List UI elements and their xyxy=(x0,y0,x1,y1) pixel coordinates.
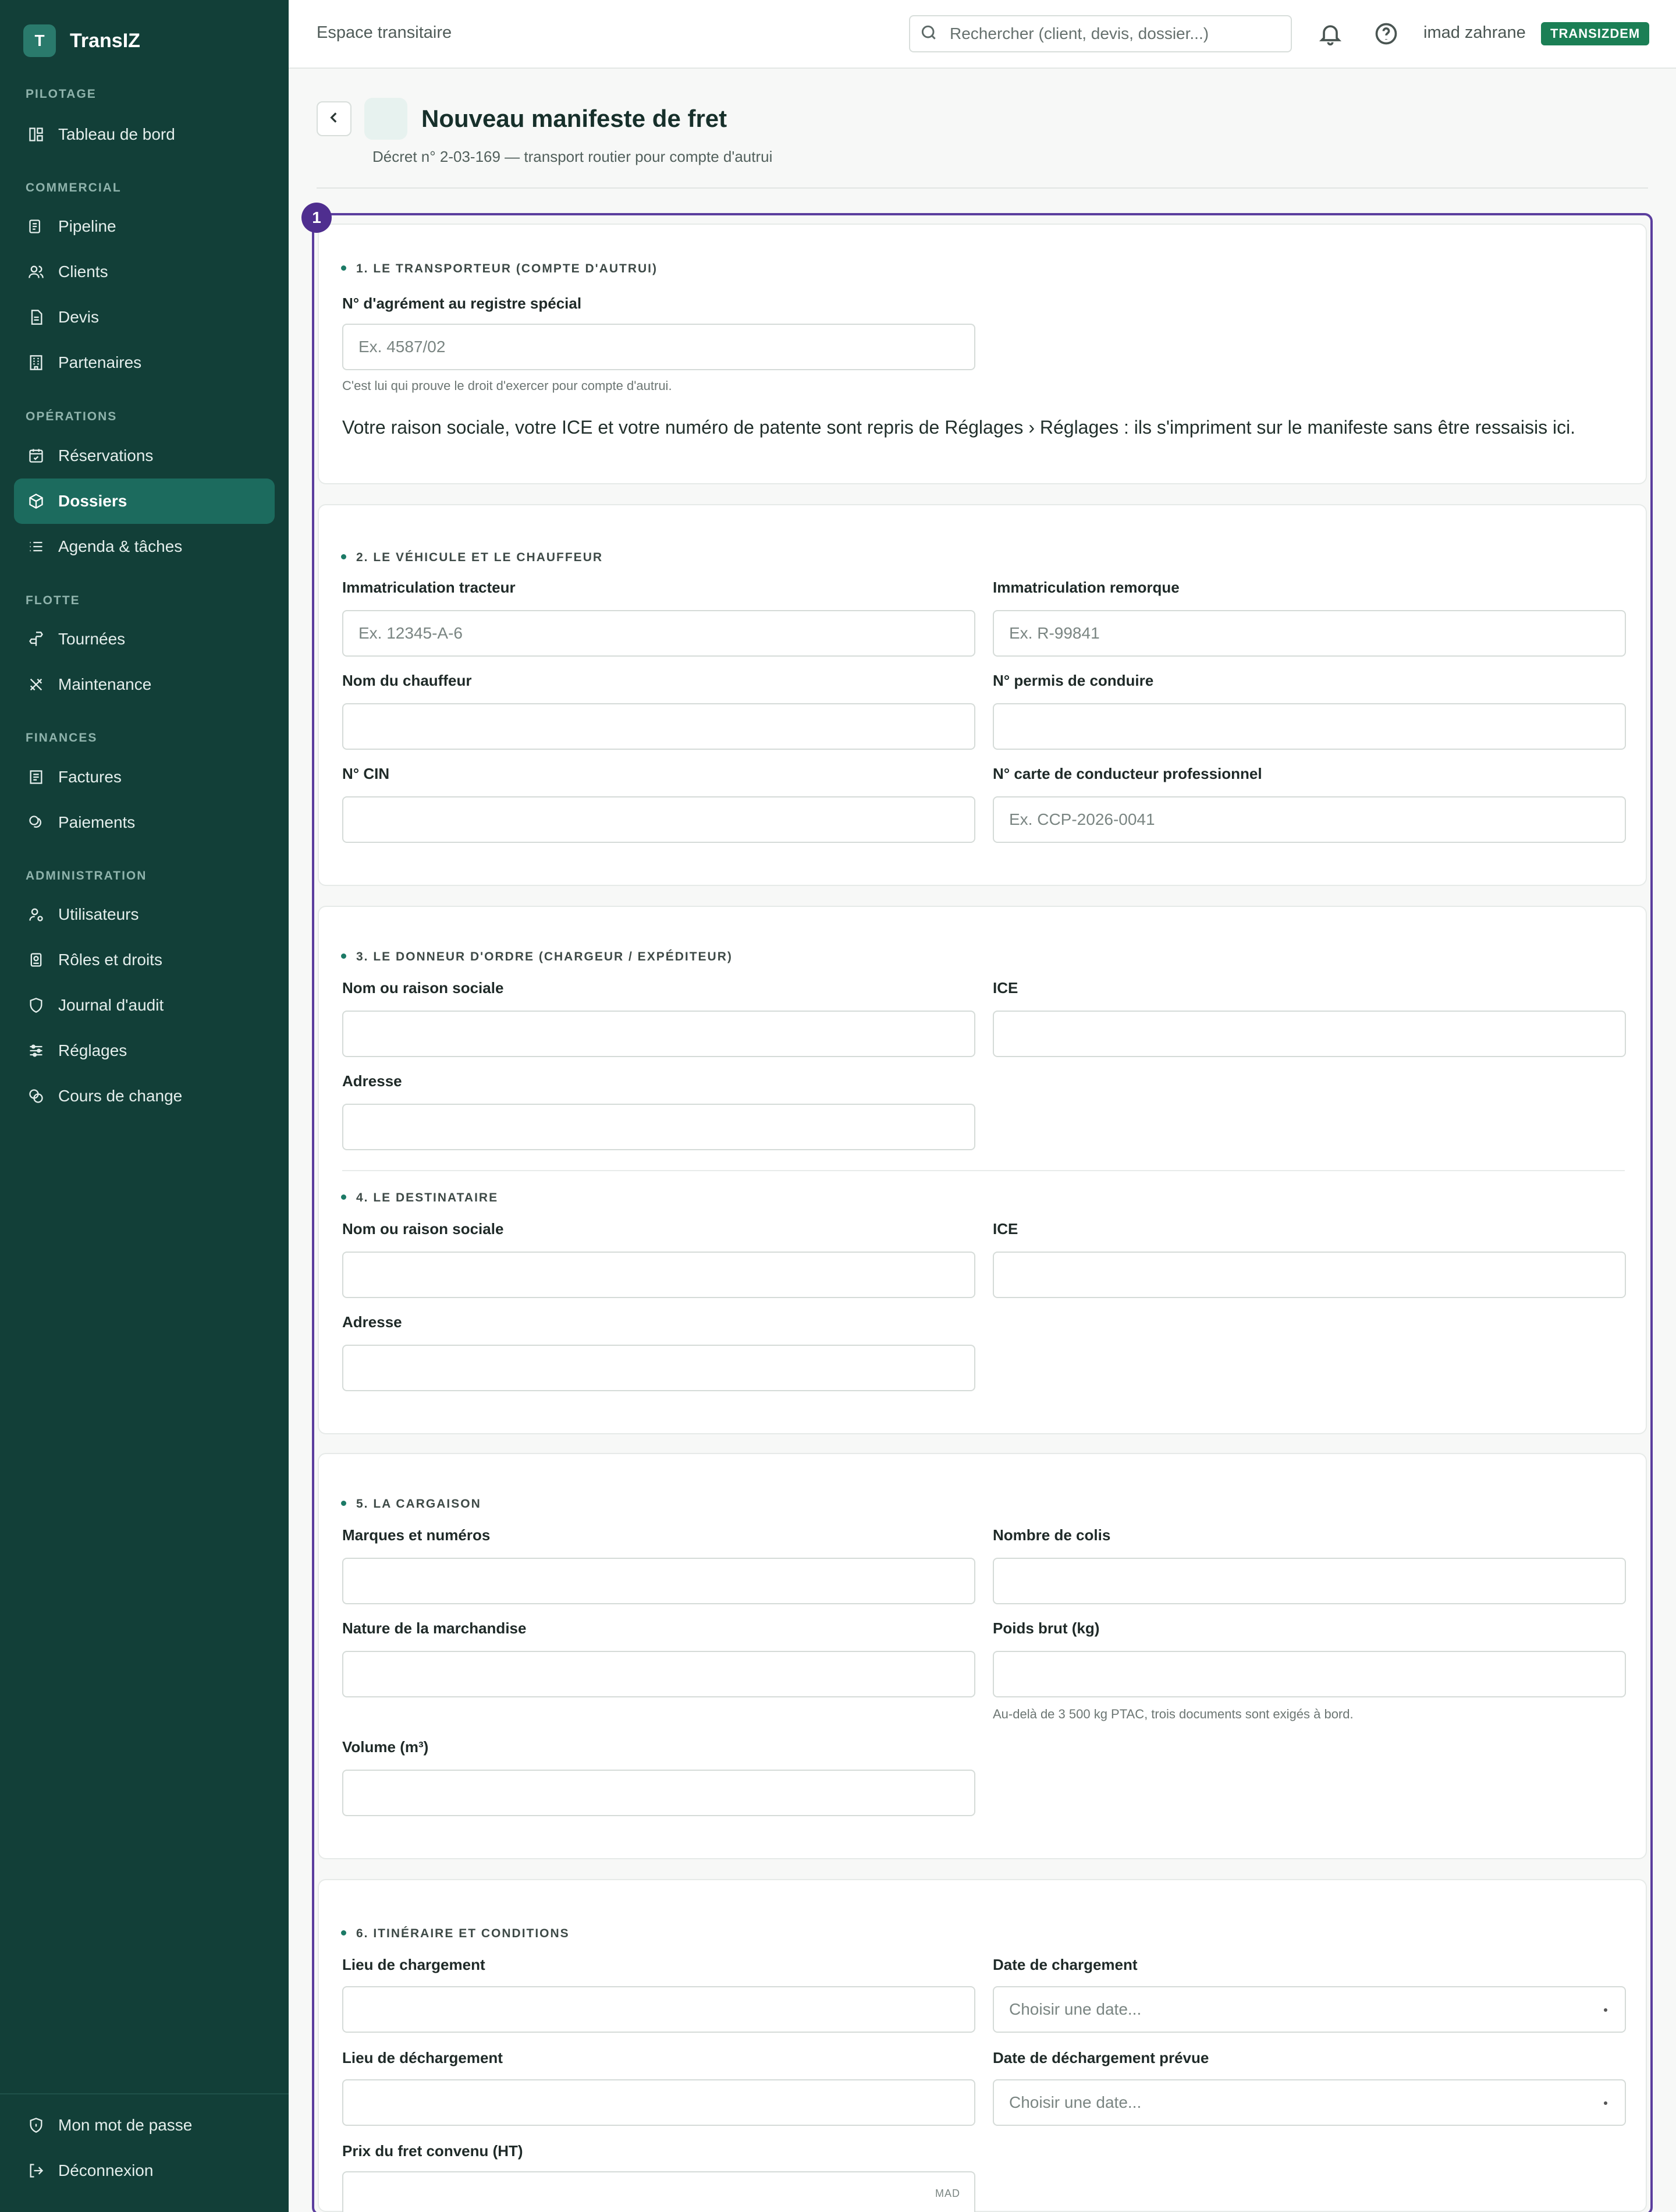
sidebar-item-label: Partenaires xyxy=(58,353,142,371)
date-chargement-label: Date de chargement xyxy=(993,1956,1138,1973)
help-icon[interactable] xyxy=(1373,21,1399,47)
brand-logo: T xyxy=(23,24,56,57)
section-title: 4. LE DESTINATAIRE xyxy=(342,1191,498,1205)
section-itineraire xyxy=(318,1879,1647,2212)
sidebar-item-maintenance[interactable] xyxy=(14,662,275,707)
poids-label: Poids brut (kg) xyxy=(993,1619,1100,1637)
sidebar-item-tournees[interactable] xyxy=(14,616,275,662)
date-chargement-picker[interactable] xyxy=(993,1986,1626,2033)
donneur-adresse-label: Adresse xyxy=(342,1072,402,1090)
nav-section-finances: FINANCES xyxy=(26,731,98,745)
search-placeholder: Rechercher (client, devis, dossier...) xyxy=(950,24,1209,42)
chauffeur-input[interactable] xyxy=(342,703,975,750)
badge-icon xyxy=(27,951,45,969)
carte-label: N° carte de conducteur professionnel xyxy=(993,765,1262,782)
lieu-dechargement-label: Lieu de déchargement xyxy=(342,2049,503,2066)
section-title: 5. LA CARGAISON xyxy=(342,1497,481,1511)
sidebar-item-reservations[interactable] xyxy=(14,433,275,478)
header-divider xyxy=(317,187,1648,189)
date-placeholder: Choisir une date... xyxy=(1009,2093,1142,2111)
pipeline-icon xyxy=(27,217,45,236)
destinataire-ice-input[interactable] xyxy=(993,1252,1626,1298)
shield-lock-icon xyxy=(27,2116,45,2135)
remorque-label: Immatriculation remorque xyxy=(993,579,1180,596)
nature-input[interactable] xyxy=(342,1651,975,1697)
lieu-chargement-input[interactable] xyxy=(342,1986,975,2033)
wrench-icon xyxy=(27,675,45,694)
agrement-input[interactable]: Ex. 4587/02 xyxy=(342,324,975,370)
route-icon xyxy=(27,630,45,648)
company-info-note: Votre raison sociale, votre ICE et votre numéro de patente sont repris de Réglages › Réglages : ils s'impriment sur le manifeste sans être ressaisis ici. xyxy=(342,417,1576,438)
topbar xyxy=(289,0,1676,69)
sidebar-item-label: Rôles et droits xyxy=(58,951,162,969)
sidebar-item-paiements[interactable] xyxy=(14,800,275,845)
chevron-left-icon xyxy=(326,110,342,128)
date-placeholder: Choisir une date... xyxy=(1009,2000,1142,2018)
carte-input[interactable]: Ex. CCP-2026-0041 xyxy=(993,796,1626,843)
marques-input[interactable] xyxy=(342,1558,975,1604)
bell-icon[interactable] xyxy=(1318,21,1343,47)
nav-section-flotte: FLOTTE xyxy=(26,594,80,607)
sidebar-item-label: Paiements xyxy=(58,813,136,831)
sidebar-item-label: Factures xyxy=(58,768,122,786)
user-menu[interactable]: imad zahrane xyxy=(1423,23,1526,42)
sidebar-item-label: Déconnexion xyxy=(58,2161,154,2179)
destinataire-nom-label: Nom ou raison sociale xyxy=(342,1220,504,1238)
document-icon xyxy=(27,308,45,327)
nav-section-commercial: COMMERCIAL xyxy=(26,181,122,194)
poids-help: Au-delà de 3 500 kg PTAC, trois documents sont exigés à bord. xyxy=(993,1707,1354,1721)
sidebar-item-label: Mon mot de passe xyxy=(58,2116,193,2134)
shield-icon xyxy=(27,996,45,1015)
sidebar-item-factures[interactable] xyxy=(14,754,275,800)
tracteur-label: Immatriculation tracteur xyxy=(342,579,516,596)
search-input[interactable] xyxy=(909,15,1292,52)
step-badge: 1 xyxy=(301,203,332,233)
section-transporteur xyxy=(318,224,1647,484)
sidebar-item-label: Tournées xyxy=(58,630,126,648)
page-subtitle: Décret n° 2-03-169 — transport routier pour compte d'autrui xyxy=(372,148,773,165)
sidebar-item-label: Agenda & tâches xyxy=(58,537,183,555)
sidebar-divider xyxy=(0,2093,289,2094)
section-cargaison xyxy=(318,1453,1647,1859)
section-vehicule xyxy=(318,504,1647,886)
tenant-badge: TRANSIZDEM xyxy=(1541,22,1649,45)
search-icon xyxy=(919,23,938,45)
chevron-down-icon xyxy=(1604,2101,1607,2105)
sidebar-item-label: Devis xyxy=(58,308,100,326)
poids-input[interactable] xyxy=(993,1651,1626,1697)
sidebar-item-label: Dossiers xyxy=(58,492,127,510)
sidebar-item-pipeline[interactable] xyxy=(14,204,275,249)
back-button[interactable] xyxy=(317,101,351,136)
nav-section-administration: ADMINISTRATION xyxy=(26,869,147,882)
prix-input[interactable] xyxy=(342,2171,975,2212)
box-icon xyxy=(27,492,45,511)
sidebar-item-label: Tableau de bord xyxy=(58,125,175,143)
page-icon xyxy=(364,98,407,140)
sidebar-item-label: Journal d'audit xyxy=(58,996,164,1014)
colis-input[interactable] xyxy=(993,1558,1626,1604)
section-title: 1. LE TRANSPORTEUR (COMPTE D'AUTRUI) xyxy=(342,262,658,276)
sidebar-item-reglages[interactable] xyxy=(14,1028,275,1073)
sidebar xyxy=(0,0,289,2212)
sidebar-item-mot-de-passe[interactable] xyxy=(14,2103,275,2148)
section-title: 3. LE DONNEUR D'ORDRE (CHARGEUR / EXPÉDITEUR) xyxy=(342,950,733,964)
donneur-ice-input[interactable] xyxy=(993,1011,1626,1057)
donneur-nom-label: Nom ou raison sociale xyxy=(342,979,504,997)
logout-icon xyxy=(27,2161,45,2180)
donneur-adresse-input[interactable] xyxy=(342,1104,975,1150)
section-title: 6. ITINÉRAIRE ET CONDITIONS xyxy=(342,1927,570,1941)
sidebar-item-roles[interactable] xyxy=(14,937,275,983)
destinataire-adresse-input[interactable] xyxy=(342,1345,975,1391)
list-icon xyxy=(27,537,45,556)
dashboard-icon xyxy=(27,125,45,144)
sidebar-item-deconnexion[interactable] xyxy=(14,2148,275,2193)
tracteur-input[interactable]: Ex. 12345-A-6 xyxy=(342,610,975,657)
lieu-chargement-label: Lieu de chargement xyxy=(342,1956,485,1973)
sidebar-item-dossiers[interactable] xyxy=(14,478,275,524)
sliders-icon xyxy=(27,1041,45,1060)
prix-label: Prix du fret convenu (HT) xyxy=(342,2142,523,2160)
brand[interactable] xyxy=(23,24,140,57)
date-dechargement-label: Date de déchargement prévue xyxy=(993,2049,1209,2066)
cin-label: N° CIN xyxy=(342,765,390,782)
colis-label: Nombre de colis xyxy=(993,1526,1111,1544)
section-parties xyxy=(318,906,1647,1434)
page-title: Nouveau manifeste de fret xyxy=(421,105,727,132)
user-cog-icon xyxy=(27,905,45,924)
sidebar-item-tableau-de-bord[interactable] xyxy=(14,112,275,157)
brand-name: TransIZ xyxy=(70,29,140,52)
agrement-label: N° d'agrément au registre spécial xyxy=(342,295,582,312)
date-dechargement-picker[interactable] xyxy=(993,2079,1626,2126)
sidebar-item-partenaires[interactable] xyxy=(14,340,275,385)
sidebar-item-label: Réglages xyxy=(58,1041,127,1059)
sidebar-item-utilisateurs[interactable] xyxy=(14,892,275,937)
chevron-down-icon xyxy=(1604,2008,1607,2012)
workspace-title: Espace transitaire xyxy=(317,23,452,42)
sidebar-item-label: Maintenance xyxy=(58,675,152,693)
nav-section-operations: OPÉRATIONS xyxy=(26,410,118,423)
permis-input[interactable] xyxy=(993,703,1626,750)
sidebar-item-label: Pipeline xyxy=(58,217,116,235)
sidebar-item-label: Cours de change xyxy=(58,1087,183,1105)
destinataire-ice-label: ICE xyxy=(993,1220,1018,1238)
calendar-check-icon xyxy=(27,446,45,465)
destinataire-adresse-label: Adresse xyxy=(342,1313,402,1331)
donneur-ice-label: ICE xyxy=(993,979,1018,997)
nature-label: Nature de la marchandise xyxy=(342,1619,527,1637)
sidebar-item-label: Clients xyxy=(58,263,108,281)
destinataire-nom-input[interactable] xyxy=(342,1252,975,1298)
sidebar-item-devis[interactable] xyxy=(14,295,275,340)
marques-label: Marques et numéros xyxy=(342,1526,491,1544)
sidebar-item-journal-audit[interactable] xyxy=(14,983,275,1028)
section-divider xyxy=(342,1170,1625,1171)
building-icon xyxy=(27,353,45,372)
receipt-icon xyxy=(27,768,45,786)
currency-unit: MAD xyxy=(935,2188,960,2199)
donneur-nom-input[interactable] xyxy=(342,1011,975,1057)
chauffeur-label: Nom du chauffeur xyxy=(342,672,472,689)
permis-label: N° permis de conduire xyxy=(993,672,1154,689)
agrement-help: C'est lui qui prouve le droit d'exercer pour compte d'autrui. xyxy=(342,378,672,393)
lieu-dechargement-input[interactable] xyxy=(342,2079,975,2126)
sidebar-item-clients[interactable] xyxy=(14,249,275,295)
exchange-icon xyxy=(27,1087,45,1105)
section-title: 2. LE VÉHICULE ET LE CHAUFFEUR xyxy=(342,551,603,565)
volume-input[interactable] xyxy=(342,1770,975,1816)
sidebar-item-label: Réservations xyxy=(58,446,154,465)
nav-section-pilotage: PILOTAGE xyxy=(26,87,97,101)
sidebar-item-label: Utilisateurs xyxy=(58,905,139,923)
volume-label: Volume (m³) xyxy=(342,1738,429,1756)
coins-icon xyxy=(27,813,45,832)
cin-input[interactable] xyxy=(342,796,975,843)
users-icon xyxy=(27,263,45,281)
sidebar-item-agenda[interactable] xyxy=(14,524,275,569)
remorque-input[interactable]: Ex. R-99841 xyxy=(993,610,1626,657)
sidebar-item-cours-de-change[interactable] xyxy=(14,1073,275,1119)
